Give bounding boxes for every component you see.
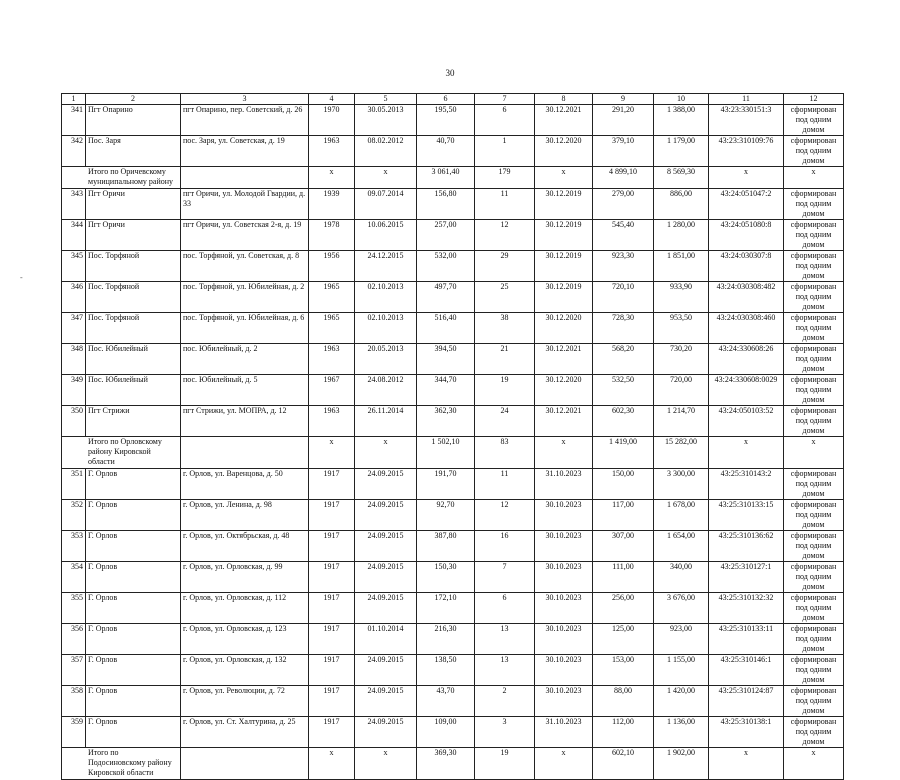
address: г. Орлов, ул. Ст. Халтурина, д. 25 [181, 717, 309, 748]
column-number: 5 [355, 94, 417, 105]
area-resettled: 728,30 [593, 313, 654, 344]
area-resettled: 532,50 [593, 375, 654, 406]
date-recognized: 24.09.2015 [355, 531, 417, 562]
status: x [784, 748, 844, 780]
settlement-name: Г. Орлов [86, 717, 181, 748]
cadastral-number: 43:24:030308:482 [709, 282, 784, 313]
deadline-date: 30.12.2021 [535, 406, 593, 437]
build-year: 1978 [309, 220, 355, 251]
row-number: 355 [62, 593, 86, 624]
address: г. Орлов, ул. Орловская, д. 112 [181, 593, 309, 624]
settlement-name: Г. Орлов [86, 531, 181, 562]
deadline-date: 30.12.2021 [535, 344, 593, 375]
table-row [62, 624, 844, 655]
area: 40,70 [417, 136, 475, 167]
cadastral-number: 43:25:310132:32 [709, 593, 784, 624]
cost: 1 179,00 [654, 136, 709, 167]
status: сформирован под одним домом [784, 562, 844, 593]
residents-count: 16 [475, 531, 535, 562]
status: сформирован под одним домом [784, 717, 844, 748]
date-recognized: 10.06.2015 [355, 220, 417, 251]
row-number: 354 [62, 562, 86, 593]
build-year: 1965 [309, 313, 355, 344]
date-recognized: x [355, 748, 417, 780]
area: 216,30 [417, 624, 475, 655]
status: сформирован под одним домом [784, 282, 844, 313]
cadastral-number: 43:24:330608:26 [709, 344, 784, 375]
date-recognized: 24.09.2015 [355, 593, 417, 624]
area: 516,40 [417, 313, 475, 344]
row-number: 349 [62, 375, 86, 406]
cost: 15 282,00 [654, 437, 709, 469]
column-number: 6 [417, 94, 475, 105]
area: 172,10 [417, 593, 475, 624]
row-number: 345 [62, 251, 86, 282]
area: 150,30 [417, 562, 475, 593]
area-resettled: 112,00 [593, 717, 654, 748]
cadastral-number: 43:24:051047:2 [709, 189, 784, 220]
total-row [62, 437, 844, 469]
deadline-date: 30.12.2019 [535, 282, 593, 313]
address: г. Орлов, ул. Октябрьская, д. 48 [181, 531, 309, 562]
status: сформирован под одним домом [784, 220, 844, 251]
settlement-name: Г. Орлов [86, 562, 181, 593]
status: сформирован под одним домом [784, 105, 844, 136]
status: сформирован под одним домом [784, 251, 844, 282]
address [181, 437, 309, 469]
address: г. Орлов, ул. Революции, д. 72 [181, 686, 309, 717]
row-number: 347 [62, 313, 86, 344]
address: пгт Опарино, пер. Советский, д. 26 [181, 105, 309, 136]
build-year: 1956 [309, 251, 355, 282]
residents-count: 29 [475, 251, 535, 282]
cadastral-number: 43:25:310146:1 [709, 655, 784, 686]
column-number: 1 [62, 94, 86, 105]
build-year: x [309, 748, 355, 780]
row-number: 353 [62, 531, 86, 562]
build-year: 1963 [309, 136, 355, 167]
residents-count: 19 [475, 375, 535, 406]
residents-count: 12 [475, 500, 535, 531]
area: 369,30 [417, 748, 475, 780]
build-year: 1917 [309, 593, 355, 624]
margin-mark: - [20, 273, 23, 282]
cost: 1 280,00 [654, 220, 709, 251]
area-resettled: 117,00 [593, 500, 654, 531]
area-resettled: 153,00 [593, 655, 654, 686]
build-year: 1917 [309, 531, 355, 562]
address: пос. Торфяной, ул. Юбилейная, д. 2 [181, 282, 309, 313]
table-row [62, 313, 844, 344]
total-label: Итого по Оричевскому муниципальному району [62, 167, 181, 189]
table-row [62, 136, 844, 167]
residents-count: 13 [475, 624, 535, 655]
area: 344,70 [417, 375, 475, 406]
status: сформирован под одним домом [784, 593, 844, 624]
cost: 923,00 [654, 624, 709, 655]
cadastral-number: x [709, 437, 784, 469]
total-label: Итого по Орловскому району Кировской области [62, 437, 181, 469]
table-row [62, 282, 844, 313]
cost: 886,00 [654, 189, 709, 220]
row-number: 343 [62, 189, 86, 220]
deadline-date: 30.12.2021 [535, 105, 593, 136]
column-number: 3 [181, 94, 309, 105]
build-year: 1917 [309, 500, 355, 531]
deadline-date: x [535, 748, 593, 780]
build-year: 1917 [309, 624, 355, 655]
status: x [784, 167, 844, 189]
area: 1 502,10 [417, 437, 475, 469]
cost: 340,00 [654, 562, 709, 593]
address: пос. Торфяной, ул. Советская, д. 8 [181, 251, 309, 282]
date-recognized: 24.08.2012 [355, 375, 417, 406]
area-resettled: 568,20 [593, 344, 654, 375]
date-recognized: 02.10.2013 [355, 313, 417, 344]
cost: 1 420,00 [654, 686, 709, 717]
area: 138,50 [417, 655, 475, 686]
settlement-name: Пос. Торфяной [86, 313, 181, 344]
table-row [62, 655, 844, 686]
settlement-name: Г. Орлов [86, 624, 181, 655]
build-year: 1967 [309, 375, 355, 406]
table-row [62, 593, 844, 624]
cadastral-number: 43:23:310109:76 [709, 136, 784, 167]
column-number-row [62, 94, 844, 105]
area-resettled: 256,00 [593, 593, 654, 624]
deadline-date: 30.10.2023 [535, 655, 593, 686]
table-row [62, 251, 844, 282]
address: пгт Оричи, ул. Советская 2-я, д. 19 [181, 220, 309, 251]
build-year: 1963 [309, 344, 355, 375]
cadastral-number: 43:24:050103:52 [709, 406, 784, 437]
table-row [62, 562, 844, 593]
status: x [784, 437, 844, 469]
deadline-date: x [535, 437, 593, 469]
status: сформирован под одним домом [784, 531, 844, 562]
total-row [62, 167, 844, 189]
status: сформирован под одним домом [784, 406, 844, 437]
address: г. Орлов, ул. Ленина, д. 98 [181, 500, 309, 531]
date-recognized: 30.05.2013 [355, 105, 417, 136]
date-recognized: 08.02.2012 [355, 136, 417, 167]
cadastral-number: 43:25:310133:15 [709, 500, 784, 531]
settlement-name: Пгт Оричи [86, 189, 181, 220]
area: 497,70 [417, 282, 475, 313]
cadastral-number: 43:24:030308:460 [709, 313, 784, 344]
area: 109,00 [417, 717, 475, 748]
cadastral-number: 43:25:310127:1 [709, 562, 784, 593]
table-row [62, 189, 844, 220]
cost: 1 851,00 [654, 251, 709, 282]
cost: 730,20 [654, 344, 709, 375]
build-year: 1970 [309, 105, 355, 136]
residents-count: 12 [475, 220, 535, 251]
build-year: 1917 [309, 717, 355, 748]
area: 394,50 [417, 344, 475, 375]
date-recognized: 24.09.2015 [355, 717, 417, 748]
area-resettled: 291,20 [593, 105, 654, 136]
row-number: 342 [62, 136, 86, 167]
column-number: 10 [654, 94, 709, 105]
deadline-date: 30.10.2023 [535, 531, 593, 562]
date-recognized: 09.07.2014 [355, 189, 417, 220]
settlement-name: Г. Орлов [86, 500, 181, 531]
date-recognized: 24.09.2015 [355, 655, 417, 686]
cadastral-number: 43:25:310133:11 [709, 624, 784, 655]
settlement-name: Пос. Заря [86, 136, 181, 167]
build-year: 1917 [309, 469, 355, 500]
residents-count: 11 [475, 189, 535, 220]
cadastral-number: 43:25:310124:87 [709, 686, 784, 717]
area: 257,00 [417, 220, 475, 251]
cost: 3 300,00 [654, 469, 709, 500]
column-number: 11 [709, 94, 784, 105]
area: 191,70 [417, 469, 475, 500]
cadastral-number: x [709, 167, 784, 189]
deadline-date: 30.10.2023 [535, 500, 593, 531]
address: пос. Юбилейный, д. 2 [181, 344, 309, 375]
row-number: 357 [62, 655, 86, 686]
date-recognized: 24.09.2015 [355, 562, 417, 593]
deadline-date: 30.12.2019 [535, 251, 593, 282]
deadline-date: 30.10.2023 [535, 624, 593, 655]
table-row [62, 469, 844, 500]
build-year: 1963 [309, 406, 355, 437]
cost: 8 569,30 [654, 167, 709, 189]
row-number: 346 [62, 282, 86, 313]
cadastral-number: 43:24:051080:8 [709, 220, 784, 251]
date-recognized: 02.10.2013 [355, 282, 417, 313]
residents-count: 19 [475, 748, 535, 780]
row-number: 358 [62, 686, 86, 717]
residents-count: 11 [475, 469, 535, 500]
deadline-date: 31.10.2023 [535, 717, 593, 748]
column-number: 9 [593, 94, 654, 105]
table-row [62, 686, 844, 717]
residents-count: 2 [475, 686, 535, 717]
residents-count: 6 [475, 105, 535, 136]
cost: 1 388,00 [654, 105, 709, 136]
row-number: 352 [62, 500, 86, 531]
build-year: 1939 [309, 189, 355, 220]
column-number: 8 [535, 94, 593, 105]
address [181, 167, 309, 189]
deadline-date: x [535, 167, 593, 189]
housing-table [61, 93, 844, 780]
area: 92,70 [417, 500, 475, 531]
date-recognized: 01.10.2014 [355, 624, 417, 655]
build-year: 1917 [309, 686, 355, 717]
row-number: 356 [62, 624, 86, 655]
cadastral-number: 43:24:330608:0029 [709, 375, 784, 406]
area-resettled: 111,00 [593, 562, 654, 593]
cadastral-number: x [709, 748, 784, 780]
settlement-name: Пос. Юбилейный [86, 344, 181, 375]
deadline-date: 30.10.2023 [535, 686, 593, 717]
date-recognized: 24.09.2015 [355, 500, 417, 531]
status: сформирован под одним домом [784, 624, 844, 655]
total-label: Итого по Подосиновскому району Кировской области [62, 748, 181, 780]
date-recognized: 24.09.2015 [355, 469, 417, 500]
settlement-name: Г. Орлов [86, 593, 181, 624]
cost: 1 136,00 [654, 717, 709, 748]
date-recognized: x [355, 167, 417, 189]
residents-count: 179 [475, 167, 535, 189]
area-resettled: 379,10 [593, 136, 654, 167]
area-resettled: 602,10 [593, 748, 654, 780]
date-recognized: 24.09.2015 [355, 686, 417, 717]
row-number: 341 [62, 105, 86, 136]
cost: 1 678,00 [654, 500, 709, 531]
deadline-date: 30.12.2020 [535, 375, 593, 406]
deadline-date: 30.10.2023 [535, 562, 593, 593]
row-number: 350 [62, 406, 86, 437]
cost: 953,50 [654, 313, 709, 344]
row-number: 344 [62, 220, 86, 251]
table-row [62, 406, 844, 437]
column-number: 7 [475, 94, 535, 105]
cadastral-number: 43:25:310138:1 [709, 717, 784, 748]
status: сформирован под одним домом [784, 469, 844, 500]
area-resettled: 307,00 [593, 531, 654, 562]
area: 195,50 [417, 105, 475, 136]
page-number: 30 [445, 68, 455, 78]
area: 43,70 [417, 686, 475, 717]
status: сформирован под одним домом [784, 655, 844, 686]
address [181, 748, 309, 780]
settlement-name: Г. Орлов [86, 469, 181, 500]
table-row [62, 500, 844, 531]
cost: 1 902,00 [654, 748, 709, 780]
area-resettled: 279,00 [593, 189, 654, 220]
cost: 720,00 [654, 375, 709, 406]
table-row [62, 105, 844, 136]
date-recognized: 24.12.2015 [355, 251, 417, 282]
build-year: 1917 [309, 562, 355, 593]
settlement-name: Пос. Юбилейный [86, 375, 181, 406]
residents-count: 1 [475, 136, 535, 167]
build-year: 1917 [309, 655, 355, 686]
date-recognized: 26.11.2014 [355, 406, 417, 437]
cadastral-number: 43:24:030307:8 [709, 251, 784, 282]
area: 362,30 [417, 406, 475, 437]
status: сформирован под одним домом [784, 136, 844, 167]
residents-count: 6 [475, 593, 535, 624]
residents-count: 7 [475, 562, 535, 593]
area: 3 061,40 [417, 167, 475, 189]
status: сформирован под одним домом [784, 500, 844, 531]
table-row [62, 344, 844, 375]
address: г. Орлов, ул. Орловская, д. 99 [181, 562, 309, 593]
column-number: 12 [784, 94, 844, 105]
address: г. Орлов, ул. Варенцова, д. 50 [181, 469, 309, 500]
deadline-date: 30.10.2023 [535, 593, 593, 624]
cadastral-number: 43:25:310143:2 [709, 469, 784, 500]
deadline-date: 30.12.2019 [535, 189, 593, 220]
cadastral-number: 43:23:330151:3 [709, 105, 784, 136]
settlement-name: Пос. Торфяной [86, 251, 181, 282]
date-recognized: 20.05.2013 [355, 344, 417, 375]
status: сформирован под одним домом [784, 686, 844, 717]
area-resettled: 4 899,10 [593, 167, 654, 189]
settlement-name: Пос. Торфяной [86, 282, 181, 313]
table-row [62, 375, 844, 406]
cost: 1 654,00 [654, 531, 709, 562]
area-resettled: 602,30 [593, 406, 654, 437]
area-resettled: 125,00 [593, 624, 654, 655]
status: сформирован под одним домом [784, 375, 844, 406]
deadline-date: 30.12.2020 [535, 136, 593, 167]
build-year: x [309, 437, 355, 469]
status: сформирован под одним домом [784, 313, 844, 344]
area-resettled: 150,00 [593, 469, 654, 500]
deadline-date: 30.12.2019 [535, 220, 593, 251]
cost: 933,90 [654, 282, 709, 313]
settlement-name: Г. Орлов [86, 655, 181, 686]
residents-count: 38 [475, 313, 535, 344]
address: пос. Заря, ул. Советская, д. 19 [181, 136, 309, 167]
area-resettled: 923,30 [593, 251, 654, 282]
table-row [62, 220, 844, 251]
address: г. Орлов, ул. Орловская, д. 123 [181, 624, 309, 655]
area-resettled: 545,40 [593, 220, 654, 251]
address: пос. Юбилейный, д. 5 [181, 375, 309, 406]
cost: 1 155,00 [654, 655, 709, 686]
total-row [62, 748, 844, 780]
row-number: 348 [62, 344, 86, 375]
settlement-name: Пгт Стрижи [86, 406, 181, 437]
column-number: 2 [86, 94, 181, 105]
cadastral-number: 43:25:310136:62 [709, 531, 784, 562]
address: пгт Оричи, ул. Молодой Гвардии, д. 33 [181, 189, 309, 220]
area: 156,80 [417, 189, 475, 220]
address: г. Орлов, ул. Орловская, д. 132 [181, 655, 309, 686]
area-resettled: 1 419,00 [593, 437, 654, 469]
residents-count: 21 [475, 344, 535, 375]
area-resettled: 720,10 [593, 282, 654, 313]
settlement-name: Пгт Опарино [86, 105, 181, 136]
residents-count: 3 [475, 717, 535, 748]
area: 387,80 [417, 531, 475, 562]
status: сформирован под одним домом [784, 344, 844, 375]
column-number: 4 [309, 94, 355, 105]
area: 532,00 [417, 251, 475, 282]
build-year: 1965 [309, 282, 355, 313]
deadline-date: 31.10.2023 [535, 469, 593, 500]
cost: 3 676,00 [654, 593, 709, 624]
residents-count: 24 [475, 406, 535, 437]
date-recognized: x [355, 437, 417, 469]
settlement-name: Г. Орлов [86, 686, 181, 717]
status: сформирован под одним домом [784, 189, 844, 220]
deadline-date: 30.12.2020 [535, 313, 593, 344]
cost: 1 214,70 [654, 406, 709, 437]
address: пгт Стрижи, ул. МОПРА, д. 12 [181, 406, 309, 437]
residents-count: 13 [475, 655, 535, 686]
address: пос. Торфяной, ул. Юбилейная, д. 6 [181, 313, 309, 344]
build-year: x [309, 167, 355, 189]
row-number: 359 [62, 717, 86, 748]
settlement-name: Пгт Оричи [86, 220, 181, 251]
residents-count: 25 [475, 282, 535, 313]
area-resettled: 88,00 [593, 686, 654, 717]
table-row [62, 717, 844, 748]
row-number: 351 [62, 469, 86, 500]
table-row [62, 531, 844, 562]
residents-count: 83 [475, 437, 535, 469]
